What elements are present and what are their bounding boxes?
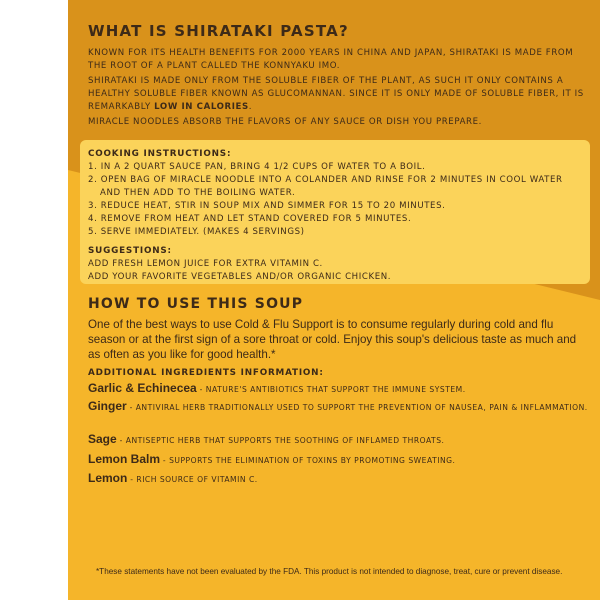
ingredient-desc: - SUPPORTS THE ELIMINATION OF TOXINS BY PROMOTING SWEATING. xyxy=(160,456,456,465)
shirataki-paragraph-3: MIRACLE NOODLES ABSORB THE FLAVORS OF ANY SAUCE OR DISH YOU PREPARE. xyxy=(88,117,482,127)
cooking-step: 1. IN A 2 QUART SAUCE PAN, BRING 4 1/2 CUPS OF WATER TO A BOIL. xyxy=(88,162,426,172)
shirataki-title: WHAT IS SHIRATAKI PASTA? xyxy=(88,22,349,40)
ingredient-item xyxy=(88,450,588,468)
ingredient-item xyxy=(88,469,588,487)
ingredient-name: Garlic & Echinecea xyxy=(88,381,197,395)
cooking-step: 5. SERVE IMMEDIATELY. (MAKES 4 SERVINGS) xyxy=(88,227,305,237)
shirataki-paragraph-1: KNOWN FOR ITS HEALTH BENEFITS FOR 2000 YEARS IN CHINA AND JAPAN, SHIRATAKI IS MADE FROM THE ROOT OF A PLANT CALLED THE KONNYAKU IMO. xyxy=(88,48,574,71)
low-calories-emphasis: LOW IN CALORIES xyxy=(154,102,249,112)
ingredient-name: Sage xyxy=(88,432,117,446)
shirataki-paragraph-2-end: . xyxy=(248,102,253,112)
suggestion-item: ADD FRESH LEMON JUICE FOR EXTRA VITAMIN C. xyxy=(88,259,323,269)
shirataki-paragraph-2 xyxy=(88,75,588,114)
product-label-panel xyxy=(68,0,600,600)
ingredient-desc: - NATURE'S ANTIBIOTICS THAT SUPPORT THE IMMUNE SYSTEM. xyxy=(196,385,466,394)
cooking-step: 4. REMOVE FROM HEAT AND LET STAND COVERED FOR 5 MINUTES. xyxy=(88,214,412,224)
ingredient-item xyxy=(88,400,588,414)
ingredient-name: Lemon xyxy=(88,471,128,485)
ingredient-name: Lemon Balm xyxy=(88,452,161,466)
shirataki-paragraph-2-text: SHIRATAKI IS MADE ONLY FROM THE SOLUBLE FIBER OF THE PLANT, AS SUCH IT ONLY CONTAINS A HEALTHY SOLUBLE FIBER KNOWN AS GLUCOMANNAN. SINCE IT IS ONLY MADE OF SOLUBLE FIBER, IT IS REMARKABLY xyxy=(88,76,584,112)
ingredient-desc: - ANTISEPTIC HERB THAT SUPPORTS THE SOOTHING OF INFLAMED THROATS. xyxy=(116,436,445,445)
suggestion-item: ADD YOUR FAVORITE VEGETABLES AND/OR ORGANIC CHICKEN. xyxy=(88,272,392,282)
cooking-heading: COOKING INSTRUCTIONS: xyxy=(88,149,232,159)
fda-disclaimer: *These statements have not been evaluated by the FDA. This product is not intended to diagnose, treat, cure or prevent disease. xyxy=(96,567,563,576)
ingredients-heading: ADDITIONAL INGREDIENTS INFORMATION: xyxy=(88,368,324,378)
ingredient-item xyxy=(88,430,588,448)
cooking-step: 3. REDUCE HEAT, STIR IN SOUP MIX AND SIMMER FOR 15 TO 20 MINUTES. xyxy=(88,201,446,211)
ingredient-desc: - RICH SOURCE OF VITAMIN C. xyxy=(127,475,258,484)
ingredient-name: Ginger xyxy=(88,399,127,413)
usage-body: One of the best ways to use Cold & Flu Support is to consume regularly during cold and flu season or at the first sign of a sore throat or cold. Enjoy this soup's delicious taste as much and as often as you like for good health.* xyxy=(88,318,577,361)
cooking-step: 2. OPEN BAG OF MIRACLE NOODLE INTO A COLANDER AND RINSE FOR 2 MINUTES IN COOL WATER AND THEN ADD TO THE BOILING WATER. xyxy=(88,175,563,198)
ingredient-desc: - ANTIVIRAL HERB TRADITIONALLY USED TO SUPPORT THE PREVENTION OF NAUSEA, PAIN & INFLAMMATION. xyxy=(126,403,588,412)
cooking-instructions-box xyxy=(80,140,590,284)
ingredient-item xyxy=(88,379,588,397)
suggestions-heading: SUGGESTIONS: xyxy=(88,246,172,256)
usage-title: HOW TO USE THIS SOUP xyxy=(88,296,304,312)
